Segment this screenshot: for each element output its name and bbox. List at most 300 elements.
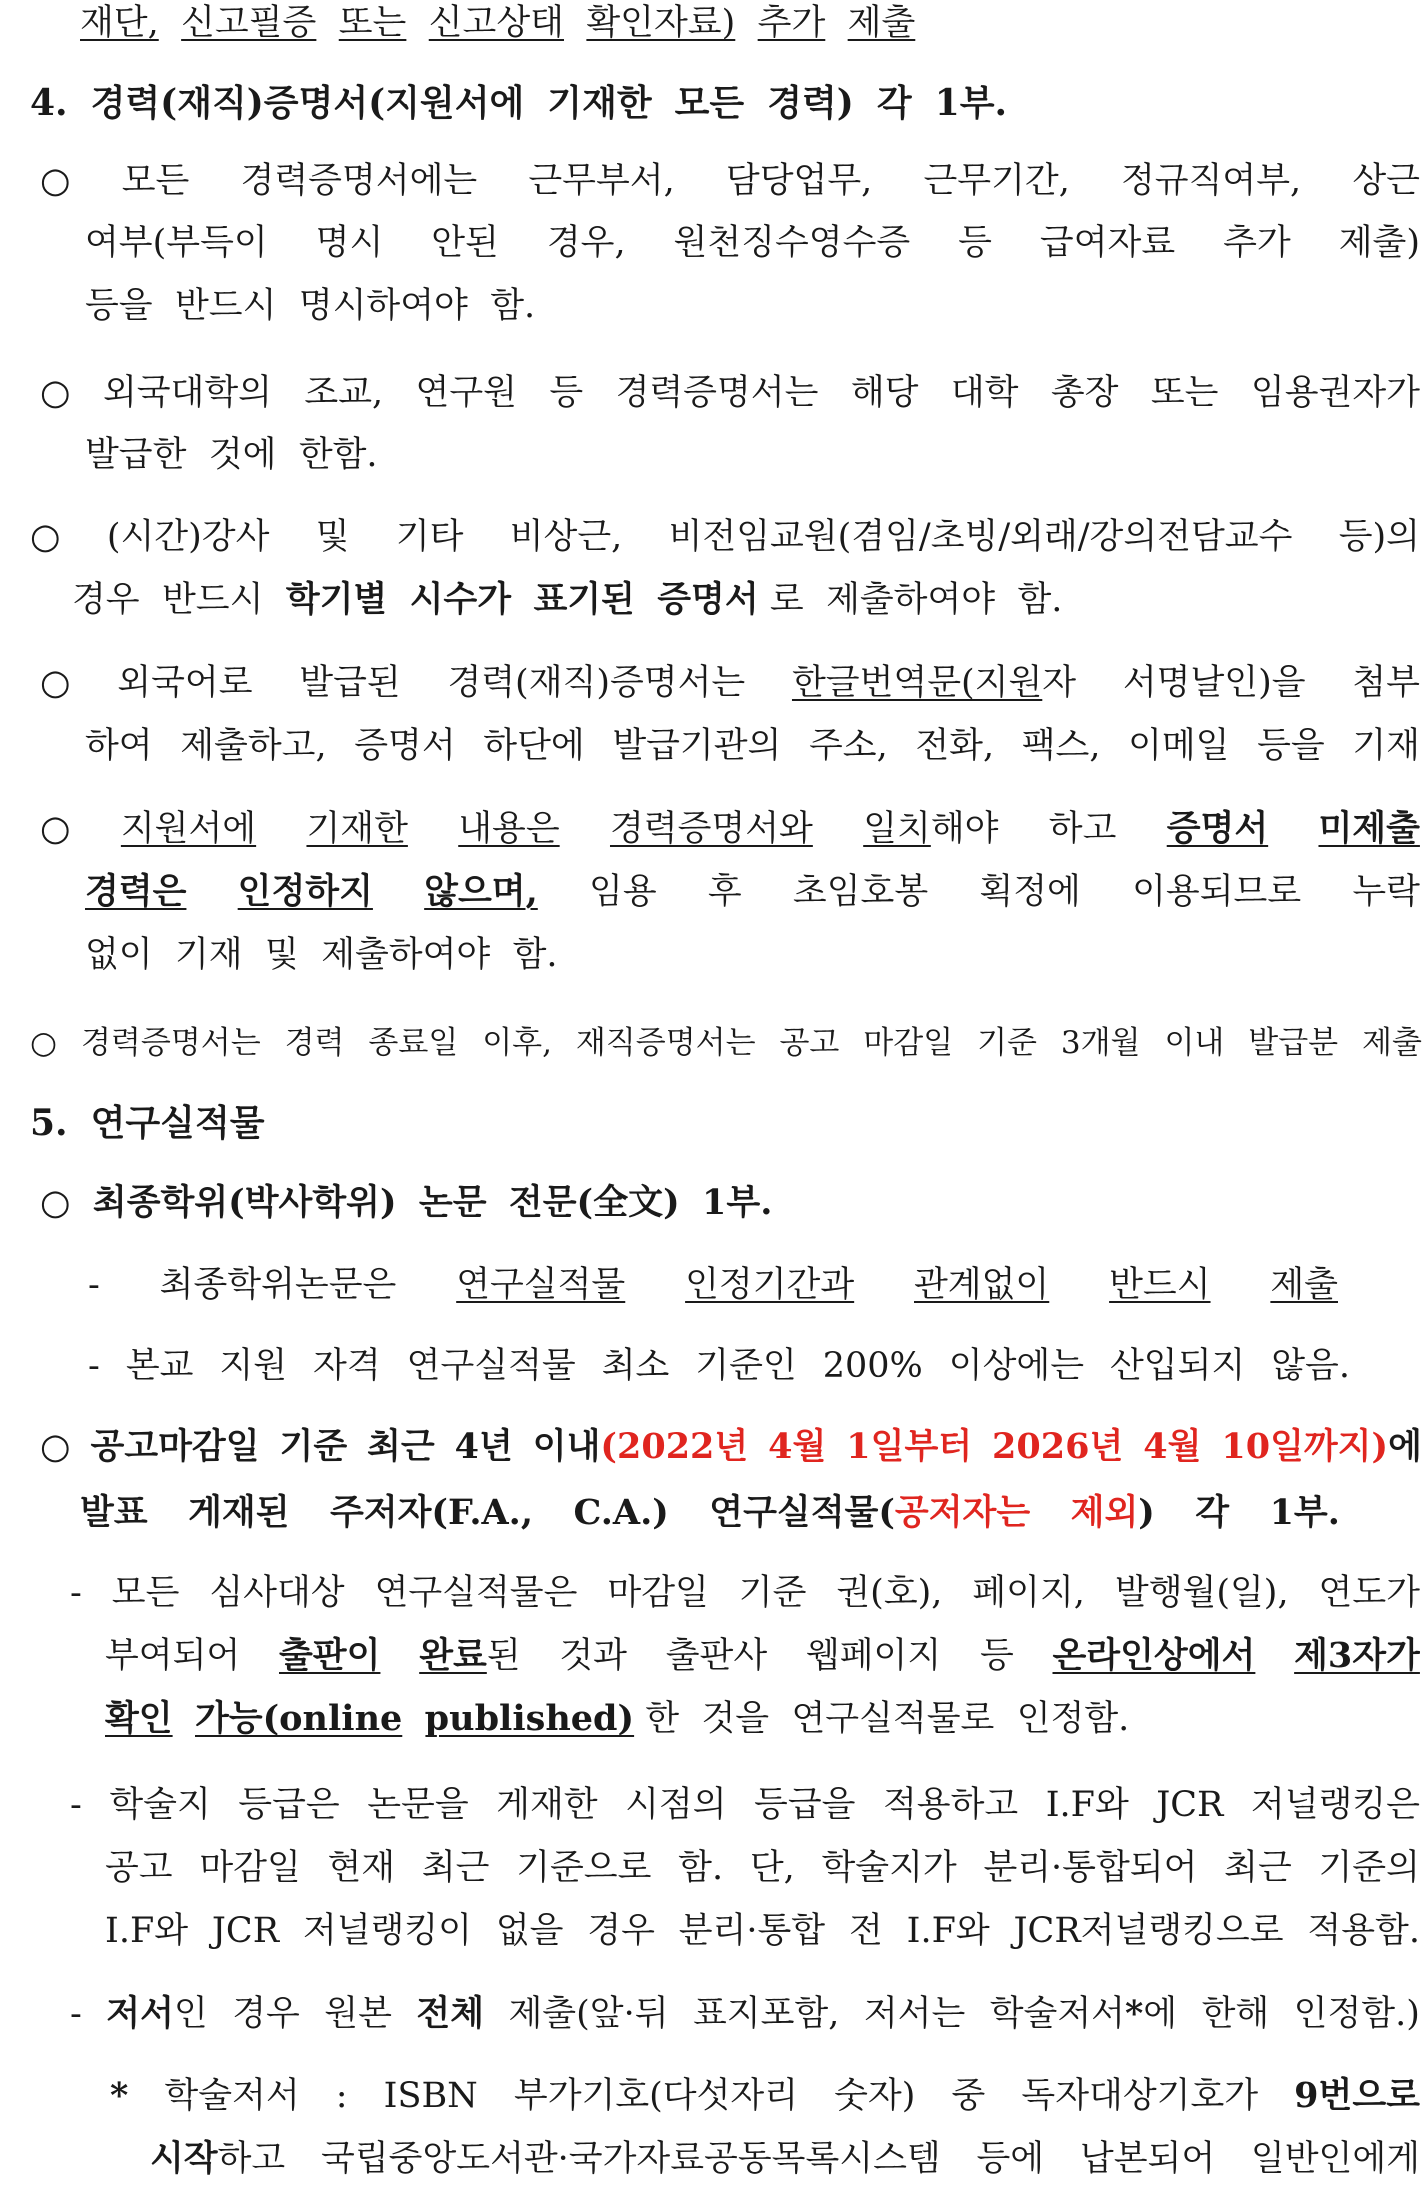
word (674, 220, 911, 266)
text-run: 비전임교원(겸임/초빙/외래/강의전담교수 (668, 517, 1293, 557)
text-run: - (88, 1265, 100, 1305)
text-run: 해당 (850, 373, 919, 413)
text-run: 제외 (1070, 1492, 1139, 1533)
text-run: 최소 (601, 1346, 670, 1386)
text-run: 학술저서 (164, 2076, 300, 2116)
text-run: 마감일 (863, 1025, 954, 1061)
word (949, 1343, 1084, 1389)
text-run: 것과 (559, 1636, 627, 1676)
text-run: 납본되어 (1079, 2139, 1216, 2179)
text-run: 국립중앙도서관·국가자료공동목록시스템 (321, 2139, 941, 2179)
word (863, 806, 998, 852)
text-run: 4년 (454, 1426, 513, 1467)
text-run: 획정에 (979, 872, 1081, 912)
word (547, 80, 663, 127)
text-run: 등 (958, 223, 992, 263)
word (1014, 1908, 1284, 1954)
text-run: 기재 (175, 935, 243, 975)
word (456, 1262, 625, 1308)
text-run: 경우 (232, 1994, 300, 2034)
word (1251, 370, 1420, 416)
text-run: 경력은 (85, 871, 187, 912)
text-run: 출판이 (279, 1635, 381, 1676)
text-run: 기준 (738, 1573, 807, 1613)
text-run: 근무부서, (528, 161, 675, 201)
word (1022, 723, 1101, 769)
text-run: 총장 (1050, 373, 1119, 413)
text-run: 발표 (80, 1492, 148, 1533)
text-run: 제출 (847, 3, 916, 43)
text-run: 경력증명서는 (80, 1025, 261, 1061)
word (199, 1845, 300, 1891)
text-run: ○ (40, 663, 71, 703)
text-run: 연구실적물 (406, 1346, 576, 1386)
word (1352, 869, 1420, 915)
text-run: 기준 (279, 1426, 348, 1467)
text-run: 등 (979, 1636, 1014, 1676)
word (103, 370, 272, 416)
text-run: 함. (1017, 580, 1063, 620)
text-run: 1부. (702, 1182, 773, 1223)
word (80, 1490, 148, 1536)
word (1123, 660, 1306, 706)
text-line (88, 1343, 1350, 1389)
text-line (40, 1180, 860, 1226)
word (915, 723, 994, 769)
text-run: 경력) (767, 82, 854, 124)
word (85, 432, 198, 478)
text-run: 연구실적물 (90, 1102, 265, 1144)
text-run: 에 (1143, 1994, 1178, 2034)
word (559, 1633, 627, 1679)
text-line (30, 1100, 330, 1147)
word (726, 158, 872, 204)
word (685, 1262, 854, 1308)
text-line (85, 932, 615, 978)
word (1061, 1020, 1141, 1066)
word (1319, 1845, 1420, 1891)
text-run: 않음. (1271, 1346, 1350, 1386)
word (1319, 1570, 1420, 1616)
word (306, 806, 407, 852)
word (1257, 723, 1325, 769)
text-run: 원본 (324, 1994, 392, 2034)
word (121, 806, 256, 852)
text-run: 1일부터 (846, 1426, 973, 1467)
text-run: 안된 (431, 223, 499, 263)
word (81, 1020, 261, 1066)
text-run: ○ (30, 1025, 58, 1061)
word (30, 1100, 79, 1147)
word (232, 1991, 300, 2037)
text-line (30, 1020, 1422, 1066)
word (175, 932, 254, 978)
text-run: 최근 (367, 1426, 435, 1467)
word (219, 1343, 287, 1389)
word (977, 2136, 1045, 2182)
text-run: 이상에는 (948, 1346, 1085, 1386)
word (821, 1845, 956, 1891)
text-line (70, 1782, 1420, 1828)
word (533, 577, 646, 623)
text-run: 등 (549, 373, 584, 413)
text-line (70, 1570, 1420, 1616)
text-run: - (88, 1346, 100, 1386)
word (586, 0, 746, 46)
text-run: 최근 (421, 1848, 490, 1888)
word (209, 1570, 344, 1616)
word (1270, 1262, 1338, 1308)
word (1224, 1845, 1292, 1891)
word (607, 1570, 708, 1616)
text-run: 기준 (977, 1025, 1037, 1061)
word (1307, 1908, 1420, 1954)
text-run: 학술지 (109, 1785, 211, 1825)
text-run: 연구원 (415, 373, 517, 413)
text-run: 추가 (757, 3, 826, 43)
text-run: 10일까지) (1221, 1426, 1389, 1467)
text-line (72, 577, 1212, 623)
text-run: 제출 (1270, 1265, 1338, 1305)
text-run: 학술저서 (989, 1994, 1125, 2034)
word (1352, 158, 1420, 204)
text-run: 일치 (863, 809, 931, 849)
word (514, 2073, 798, 2119)
word (549, 370, 583, 416)
word (1221, 1424, 1422, 1470)
word (693, 1991, 839, 2037)
text-run: 제출하여야 (826, 580, 996, 620)
word (30, 1020, 57, 1066)
text-run: 주저자(F.A., (330, 1492, 534, 1533)
text-run: 최종학위논문은 (159, 1265, 397, 1305)
text-run: 한함. (298, 435, 378, 475)
word (1223, 220, 1291, 266)
word (162, 577, 275, 623)
text-run: JCR (1156, 1785, 1224, 1825)
word (1143, 1424, 1201, 1470)
word (1318, 806, 1419, 852)
word (299, 660, 400, 706)
text-run: 등을 (85, 286, 153, 326)
text-run: 신고필증 (181, 3, 317, 43)
word (666, 1633, 767, 1679)
word (823, 1343, 923, 1389)
word (1352, 723, 1420, 769)
text-run: 것에 (208, 435, 277, 475)
word (91, 80, 536, 127)
word (384, 2073, 478, 2119)
text-run: 적용하고 (882, 1785, 1019, 1825)
text-run: 부여되어 (105, 1636, 241, 1676)
text-line (150, 2136, 1420, 2182)
word (458, 806, 559, 852)
text-run: 관계없이 (914, 1265, 1050, 1305)
text-line (40, 158, 1420, 204)
word (958, 220, 992, 266)
word (977, 1020, 1037, 1066)
text-run: ○ (40, 1183, 71, 1223)
text-run: 이용되므로 (1132, 872, 1302, 912)
text-run: 기재한 (306, 809, 408, 849)
word (863, 1020, 953, 1066)
text-run: 없을 (495, 1911, 564, 1951)
word (669, 514, 1293, 560)
text-run: 인정함.) (1293, 1994, 1420, 2034)
text-run: 외국어로 (117, 663, 253, 703)
word (126, 1343, 194, 1389)
text-run: 공고 (105, 1848, 173, 1888)
text-run: 함. (490, 286, 536, 326)
text-run: I.F와 (906, 1911, 990, 1951)
text-run: 권(호), (836, 1573, 943, 1613)
text-run: 마감일 (607, 1573, 709, 1613)
text-run: 시점의 (625, 1785, 727, 1825)
word (779, 1020, 839, 1066)
word (679, 1908, 825, 1954)
text-run: 저서 (106, 1993, 174, 2034)
text-run: 담당업무, (725, 161, 873, 201)
word (1294, 2073, 1420, 2119)
text-run: 원천징수영수증 (673, 223, 911, 263)
word (612, 723, 781, 769)
word (40, 370, 71, 416)
text-run: 게재한 (496, 1785, 598, 1825)
word (1071, 1490, 1155, 1536)
text-run: 상근 (1352, 161, 1420, 201)
word (846, 1424, 972, 1470)
text-run: 재단, (80, 3, 159, 43)
word (313, 1343, 381, 1389)
word (425, 1696, 691, 1742)
word (508, 1991, 668, 2037)
text-run: 심사대상 (209, 1573, 345, 1613)
word (106, 1991, 207, 2037)
word (238, 1782, 339, 1828)
text-run: 기타 (395, 517, 464, 557)
text-run: ○ (40, 161, 71, 201)
word (1339, 220, 1420, 266)
word (923, 158, 1069, 204)
text-run: 모든 (121, 161, 190, 201)
word (375, 1570, 578, 1616)
word (979, 869, 1080, 915)
text-run: 하고 (217, 2139, 286, 2179)
word (1195, 1490, 1229, 1536)
word (330, 1490, 533, 1536)
word (1339, 514, 1420, 560)
word (883, 1782, 1018, 1828)
word (175, 283, 288, 329)
text-run: 인정함. (1016, 1699, 1130, 1739)
text-run: 저널랭킹은 (1250, 1785, 1420, 1825)
word (616, 370, 819, 416)
word (702, 1180, 784, 1226)
text-run: 주소, (808, 726, 888, 766)
text-run: - (70, 1573, 82, 1613)
word (1202, 1991, 1270, 2037)
text-run: 일반인에게 (1250, 2139, 1420, 2179)
text-run: 것을 (701, 1699, 770, 1739)
word (675, 80, 756, 127)
word (980, 1633, 1014, 1679)
word (589, 869, 657, 915)
word (419, 1633, 520, 1679)
word (286, 577, 399, 623)
text-run: 로 (769, 580, 804, 620)
word (547, 220, 626, 266)
text-run: ○ (30, 517, 61, 557)
text-line (80, 1490, 1340, 1536)
word (80, 0, 170, 46)
word (416, 370, 517, 416)
word (40, 660, 71, 706)
word (85, 283, 164, 329)
word (328, 1845, 396, 1891)
word (767, 80, 865, 127)
word (1051, 370, 1119, 416)
text-run: ○ (40, 1426, 71, 1467)
text-run: 한 (645, 1699, 680, 1739)
word (416, 1991, 484, 2037)
text-run: 연구실적물은 (374, 1573, 578, 1613)
text-run: 저서는 (863, 1994, 966, 2034)
text-run: * (1124, 1993, 1144, 2034)
word (1021, 2073, 1258, 2119)
word (339, 0, 418, 46)
word (482, 1020, 552, 1066)
text-run: 초임호봉 (792, 872, 929, 912)
word (1121, 158, 1301, 204)
word (849, 1908, 883, 1954)
word (419, 1180, 498, 1226)
word (864, 1991, 965, 2037)
word (40, 1424, 71, 1470)
word (1053, 1633, 1256, 1679)
text-run: 서명날인)을 (1122, 663, 1306, 703)
word (280, 1424, 348, 1470)
word (209, 432, 288, 478)
text-run: 최근 (1224, 1848, 1292, 1888)
text-run: 인정기간과 (685, 1265, 855, 1305)
word (110, 2073, 128, 2119)
word (70, 1991, 82, 2037)
word (792, 660, 1076, 706)
text-run: : (335, 2076, 348, 2116)
word (105, 1908, 188, 1954)
text-run: 내용은 (458, 809, 560, 849)
word (1294, 1633, 1420, 1679)
text-line (105, 1908, 1420, 1954)
text-run: 한글번역문(지원 (791, 663, 1043, 703)
text-run: 발급한 (85, 435, 187, 475)
text-run: I.F와 (1045, 1785, 1129, 1825)
text-run: 표기된 (533, 579, 635, 620)
text-run: 공고마감일 (90, 1426, 260, 1467)
word (85, 932, 164, 978)
text-run: 산입되지 (1110, 1346, 1246, 1386)
text-line (70, 1991, 1420, 2037)
text-run: 반드시 (162, 580, 264, 620)
word (181, 0, 327, 46)
word (1271, 1343, 1350, 1389)
text-run: 종료일 (368, 1025, 459, 1061)
text-run: 숫자) (834, 2076, 916, 2116)
word (299, 432, 389, 478)
text-run: 완료 (419, 1635, 487, 1676)
word (212, 1908, 279, 1954)
word (836, 1570, 942, 1616)
text-run: 4월 (768, 1426, 827, 1467)
word (576, 1020, 756, 1066)
word (455, 1424, 513, 1470)
word (91, 1424, 260, 1470)
word (1132, 869, 1301, 915)
word (528, 158, 674, 204)
text-run: 각 (876, 82, 912, 124)
word (1352, 660, 1420, 706)
word (105, 1633, 240, 1679)
text-run: 전체 (416, 1993, 485, 2034)
word (708, 869, 742, 915)
word (483, 723, 584, 769)
text-run: 근무기간, (923, 161, 1070, 201)
text-run: 된 (486, 1636, 521, 1676)
text-run: 경력증명서와 (609, 809, 813, 849)
text-run: 제출하여야 (321, 935, 491, 975)
word (1017, 1696, 1141, 1742)
text-run: 하단에 (483, 726, 585, 766)
text-run: 한해 (1201, 1994, 1270, 2034)
text-run: 웹페이지 (805, 1636, 942, 1676)
text-run: 하여 (85, 726, 153, 766)
word (990, 1991, 1177, 2037)
text-run: 확인 (105, 1698, 173, 1739)
word (407, 1343, 576, 1389)
word (40, 1180, 82, 1226)
text-run: 현재 (327, 1848, 396, 1888)
word (496, 1908, 564, 1954)
text-run: 전 (848, 1911, 883, 1951)
text-run: 모든 (111, 1573, 180, 1613)
word (758, 0, 837, 46)
text-run: 에 (1388, 1426, 1422, 1467)
word (447, 660, 745, 706)
word (303, 1908, 472, 1954)
word (992, 1424, 1123, 1470)
word (1040, 220, 1175, 266)
word (265, 932, 310, 978)
word (180, 723, 326, 769)
word (848, 0, 927, 46)
word (70, 1570, 82, 1616)
word (587, 1908, 655, 1954)
text-run: 제3자가 (1294, 1635, 1420, 1676)
word (40, 158, 71, 204)
word (739, 1570, 807, 1616)
word (164, 2073, 299, 2119)
word (324, 1991, 392, 2037)
text-run: 정규직여부, (1121, 161, 1302, 201)
text-run: 경력증명서는 (615, 373, 819, 413)
text-line (85, 432, 445, 478)
text-run: 경우 (587, 1911, 655, 1951)
word (657, 577, 815, 623)
text-run: 경력(재직)증명서는 (447, 663, 746, 703)
text-run: 첨부 (1352, 663, 1420, 703)
text-line (105, 1633, 1420, 1679)
word (907, 1908, 990, 1954)
